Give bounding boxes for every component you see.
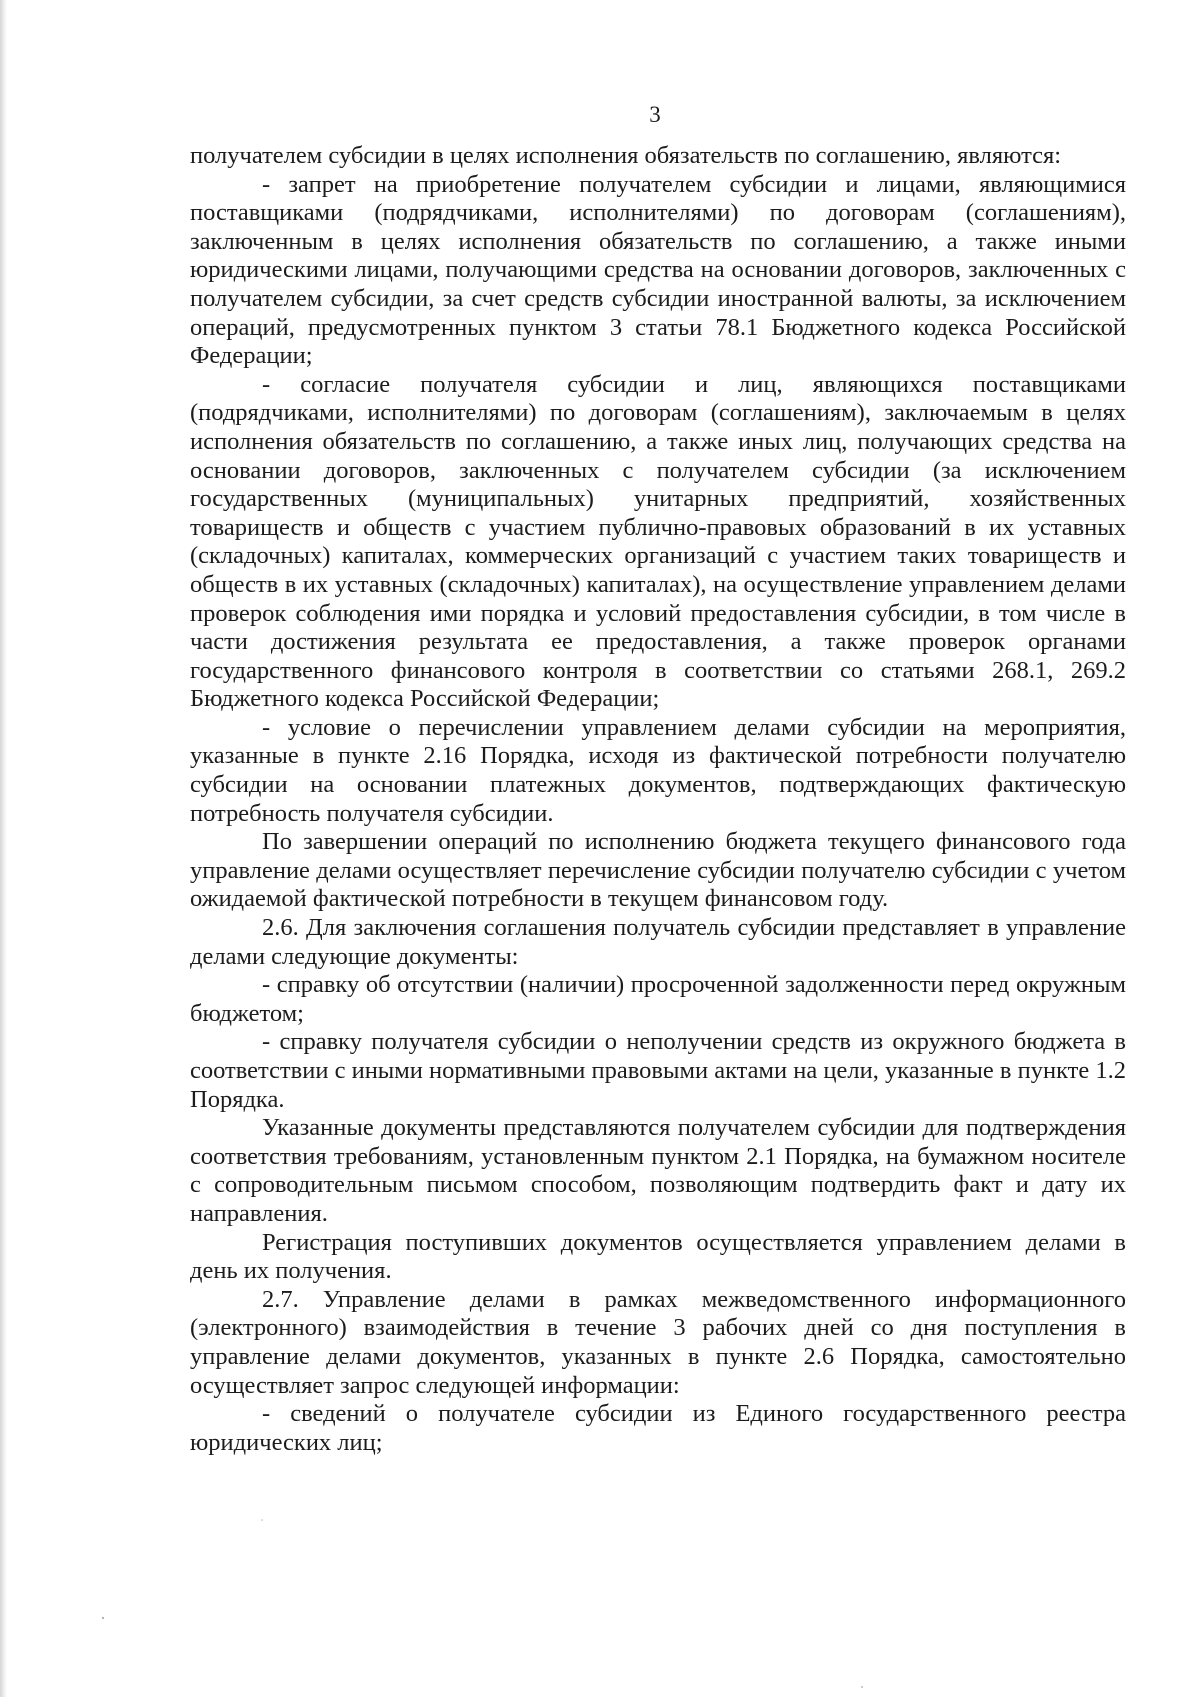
paragraph-registration: Регистрация поступивших документов осуществляется управлением делами в день их получения.	[190, 1228, 1126, 1285]
paragraph-transfer-condition: - условие о перечислении управлением делами субсидии на мероприятия, указанные в пункте 2.16 Порядка, исходя из фактической потребности получателю субсидии на основании платежных документов, подтверждающих фактическую потребность получателя субсидии.	[190, 713, 1126, 827]
paragraph-submission-method: Указанные документы представляются получателем субсидии для подтверждения соответствия требованиям, установленным пунктом 2.1 Порядка, на бумажном носителе с сопроводительным письмом способом, позволяющим подтвердить факт и дату их направления.	[190, 1114, 1126, 1227]
paragraph-year-end-transfer: По завершении операций по исполнению бюджета текущего финансового года управление делами осуществляет перечисление субсидии получателю субсидии с учетом ожидаемой фактической потребности в текущем финансовом году.	[190, 828, 1126, 913]
page-number: 3	[649, 102, 661, 127]
paragraph-continuation: получателем субсидии в целях исполнения обязательств по соглашению, являются:	[190, 142, 1062, 169]
paragraph-debt-certificate: - справку об отсутствии (наличии) просроченной задолженности перед окружным бюджетом;	[190, 971, 1126, 1027]
paragraph-non-receipt-certificate: - справку получателя субсидии о неполучении средств из окружного бюджета в соответствии с иными нормативными правовыми актами на цели, указанные в пункте 1.2 Порядка.	[190, 1028, 1126, 1113]
paragraph-consent-to-audits: - согласие получателя субсидии и лиц, являющихся поставщиками (подрядчиками, исполнителями) по договорам (соглашениям), заключаемым в целях исполнения обязательств по соглашению, а также иных лиц, получающих средства на основании договоров, заключенных с получателем субсидии (за исключением государственных (муниципальных) унитарных предприятий, хозяйственных товариществ и обществ с участием публично-правовых образований в их уставных (складочных) капиталах, коммерческих организаций с участием таких товариществ и обществ в их уставных (складочных) капиталах), на осуществление управлением делами проверок соблюдения ими порядка и условий предоставления субсидии, в том числе в части достижения результата ее предоставления, а также проверок органами государственного финансового контроля в соответствии со статьями 268.1, 269.2 Бюджетного кодекса Российской Федерации;	[190, 370, 1126, 713]
paragraph-egrul-info: - сведений о получателе субсидии из Единого государственного реестра юридических лиц;	[190, 1400, 1126, 1456]
paragraph-clause-2-7: 2.7. Управление делами в рамках межведомственного информационного (электронного) взаимодействия в течение 3 рабочих дней со дня поступления в управление делами документов, указанных в пункте 2.6 Порядка, самостоятельно осуществляет запрос следующей информации:	[190, 1285, 1126, 1399]
paragraph-foreign-currency-ban: - запрет на приобретение получателем субсидии и лицами, являющимися поставщиками (подрядчиками, исполнителями) по договорам (соглашениям), заключенным в целях исполнения обязательств по соглашению, а также иными юридическими лицами, получающими средства на основании договоров, заключенных с получателем субсидии, за счет средств субсидии иностранной валюты, за исключением операций, предусмотренных пунктом 3 статьи 78.1 Бюджетного кодекса Российской Федерации;	[190, 170, 1126, 370]
paragraph-clause-2-6: 2.6. Для заключения соглашения получатель субсидии представляет в управление делами следующие документы:	[190, 914, 1126, 970]
